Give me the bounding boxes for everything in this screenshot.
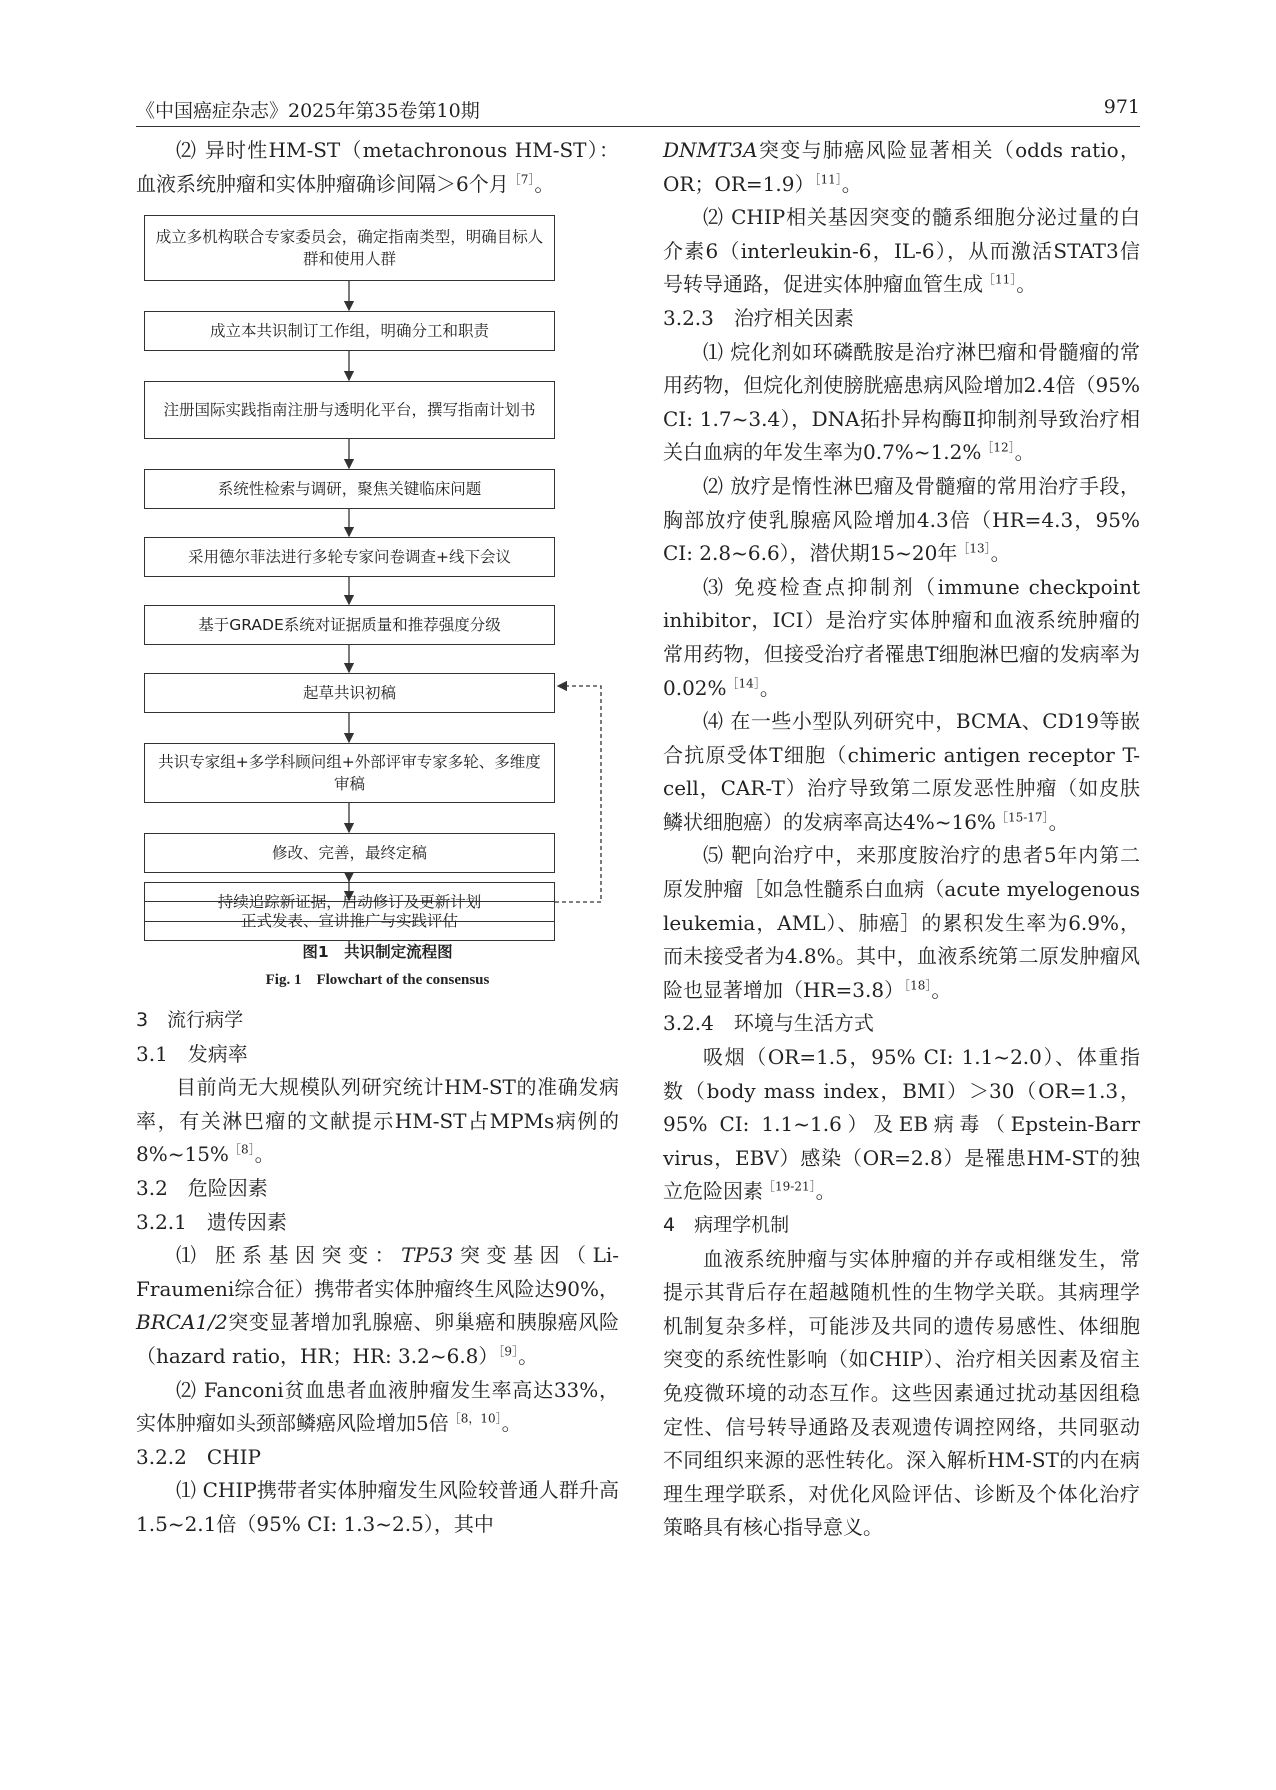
gene-name: DNMT3A <box>663 138 758 162</box>
flow-step-label: 持续追踪新证据，启动修订及更新计划 <box>217 893 482 911</box>
subsection-heading: 3.2 危险因素 <box>136 1175 268 1200</box>
paragraph-radiotherapy <box>663 470 1140 571</box>
flow-step-4 <box>144 469 555 509</box>
paragraph-end: 。 <box>501 1411 522 1436</box>
flow-step-5 <box>144 537 555 577</box>
paragraph-lifestyle <box>663 1041 1140 1209</box>
citation: ［12］ <box>981 440 1015 455</box>
paragraph-end: 。 <box>759 675 780 700</box>
citation: ［18］ <box>904 978 932 993</box>
paragraph-text: ⑸ 靶向治疗中，来那度胺治疗的患者5年内第二原发肿瘤［如急性髓系白血病（acute myelogenous leukemia，AML）、肺癌］的累积发生率为6.9%，而未接受者为4.8%。其中，血液系统第二原发肿瘤风险也显著增加（HR=3.8） <box>663 843 1140 1002</box>
citation: ［13］ <box>957 541 991 556</box>
flow-step-label: 采用德尔菲法进行多轮专家问卷调查+线下会议 <box>188 548 511 567</box>
gene-name: TP53 <box>401 1243 454 1268</box>
paragraph-text: ⑴ 烷化剂如环磷酰胺是治疗淋巴瘤和骨髓瘤的常用药物，但烷化剂使膀胱癌患病风险增加2.4倍（95% CI: 1.7~3.4），DNA拓扑异构酶Ⅱ抑制剂导致治疗相关白血病的年发生率为0.7%~1.2% <box>663 339 1140 465</box>
paragraph-text: ⑶ 免疫检查点抑制剂（immune checkpoint inhibitor，ICI）是治疗实体肿瘤和血液系统肿瘤的常用药物，但接受治疗者罹患T细胞淋巴瘤的发病率为0.02% <box>663 574 1140 700</box>
citation: ［9］ <box>498 1344 519 1359</box>
paragraph-text: ⑵ 异时性HM-ST（metachronous HM-ST）：血液系统肿瘤和实体肿瘤确诊间隔＞6个月 <box>136 138 619 196</box>
paragraph-car-t <box>663 705 1140 839</box>
flow-step-6 <box>144 605 555 645</box>
paragraph-text: ⑵ CHIP相关基因突变的髓系细胞分泌过量的白介素6（interleukin-6，IL-6），从而激活STAT3信号转导通路，促进实体肿瘤血管生成 <box>663 205 1140 297</box>
paragraph-text: ⑵ 放疗是惰性淋巴瘤及骨髓瘤的常用治疗手段，胸部放疗使乳腺癌风险增加4.3倍（HR=4.3，95% CI: 2.8~6.6），潜伏期15~20年 <box>663 473 1140 566</box>
flow-step-2 <box>144 311 555 351</box>
paragraph-alkylating <box>663 336 1140 470</box>
paragraph-chip-continued <box>663 134 1140 201</box>
flow-step-label: 修改、完善，最终定稿 <box>271 844 427 863</box>
citation: ［8］ <box>228 1142 255 1157</box>
paragraph-end: 。 <box>815 1179 836 1204</box>
flow-step-label: 起草共识初稿 <box>302 684 396 703</box>
flow-step-1 <box>144 215 555 281</box>
paragraph-end: 。 <box>1016 272 1037 297</box>
citation: ［8，10］ <box>448 1411 502 1426</box>
subsubsection-heading: 3.2.2 CHIP <box>136 1444 261 1469</box>
paragraph-end: 。 <box>518 1343 539 1368</box>
figure-caption-cn: 图1 共识制定流程图 <box>302 943 453 961</box>
flow-step-3 <box>144 381 555 439</box>
paragraph-metachronous <box>136 134 619 201</box>
flow-step-9 <box>144 833 555 873</box>
paragraph-ici <box>663 571 1140 705</box>
figure-caption-en: Fig. 1 Flowchart of the consensus <box>265 972 490 988</box>
right-column <box>663 134 1140 1545</box>
left-column-lower <box>136 1004 619 1542</box>
paragraph-text: ⑵ Fanconi贫血患者血液肿瘤发生率高达33%，实体肿瘤如头颈部鳞癌风险增加5倍 <box>136 1377 619 1436</box>
paragraph-end: 。 <box>841 171 862 196</box>
section-heading: 3 流行病学 <box>136 1009 244 1031</box>
paragraph-incidence <box>136 1071 619 1172</box>
paragraph-end: 。 <box>1014 440 1035 465</box>
citation: ［19-21］ <box>763 1179 816 1194</box>
citation: ［15-17］ <box>995 810 1049 825</box>
paragraph-text: 突变与肺癌风险显著相关（odds ratio，OR；OR=1.9） <box>663 138 1140 196</box>
paragraph-il6 <box>663 201 1140 302</box>
paragraph-mechanism: 血液系统肿瘤与实体肿瘤的并存或相继发生，常提示其背后存在超越随机性的生物学关联。其病理学机制复杂多样，可能涉及共同的遗传易感性、体细胞突变的系统性影响（如CHIP）、治疗相关因素及宿主免疫微环境的动态互作。这些因素通过扰动基因组稳定性、信号转导通路及表观遗传调控网络，共同驱动不同组织来源的恶性转化。深入解析HM-ST的内在病理生理学联系，对优化风险评估、诊断及个体化治疗策略具有核心指导意义。 <box>663 1246 1140 1540</box>
paragraph-end: 。 <box>931 977 952 1002</box>
flow-step-label: 成立多机构联合专家委员会，确定指南类型，明确目标人群和使用人群 <box>155 228 544 269</box>
flow-step-11 <box>144 882 555 922</box>
paragraph-end: 。 <box>534 171 555 196</box>
citation: ［14］ <box>726 675 760 690</box>
flow-step-label: 注册国际实践指南注册与透明化平台，撰写指南计划书 <box>163 401 536 420</box>
flow-step-7 <box>144 673 555 713</box>
paragraph-end: 。 <box>990 541 1011 566</box>
subsection-heading: 3.1 发病率 <box>136 1041 248 1066</box>
subsubsection-heading: 3.2.3 治疗相关因素 <box>663 305 854 330</box>
citation: ［11］ <box>983 272 1017 287</box>
flow-step-label: 基于GRADE系统对证据质量和推荐强度分级 <box>198 616 501 635</box>
paragraph-text: 突变显著增加乳腺癌、卵巢癌和胰腺癌风险（hazard ratio，HR；HR: 3.2~6.8） <box>136 1310 619 1368</box>
paragraph-text: 目前尚无大规模队列研究统计HM-ST的准确发病率，有关淋巴瘤的文献提示HM-ST占MPMs病例的8%~15% <box>136 1075 619 1167</box>
left-column <box>136 134 619 947</box>
citation: ［11］ <box>814 171 842 186</box>
gene-name: BRCA1/2 <box>136 1310 228 1335</box>
paragraph-end: 。 <box>1048 809 1069 834</box>
flowchart-figure <box>136 207 619 947</box>
header-rule <box>136 126 1140 127</box>
flow-step-8 <box>144 743 555 803</box>
subsubsection-heading: 3.2.4 环境与生活方式 <box>663 1011 874 1036</box>
flow-step-label: 正式发表、宣讲推广与实践评估 <box>240 912 458 931</box>
paragraph-chip: ⑴ CHIP携带者实体肿瘤发生风险较普通人群升高1.5~2.1倍（95% CI: 1.3~2.5），其中 <box>136 1478 619 1536</box>
paragraph-text: ⑴ 胚系基因突变： <box>176 1243 402 1268</box>
paragraph-text: ⑷ 在一些小型队列研究中，BCMA、CD19等嵌合抗原受体T细胞（chimeric antigen receptor T-cell，CAR-T）治疗导致第二原发恶性肿瘤（如皮肤鳞状细胞癌）的发病率高达4%~16% <box>663 709 1140 834</box>
paragraph-targeted <box>663 839 1140 1007</box>
paragraph-germline <box>136 1239 619 1373</box>
paragraph-text: 吸烟（OR=1.5，95% CI: 1.1~2.0）、体重指数（body mass index，BMI）＞30（OR=1.3，95% CI: 1.1~1.6）及EB病毒（Epstein-Barr virus，EBV）感染（OR=2.8）是罹患HM-ST的独立危险因素 <box>663 1045 1140 1204</box>
citation: ［7］ <box>508 171 535 186</box>
flow-step-label: 共识专家组+多学科顾问组+外部评审专家多轮、多维度审稿 <box>158 753 541 794</box>
flow-step-label: 成立本共识制订工作组，明确分工和职责 <box>209 322 489 341</box>
flow-step-label: 系统性检索与调研，聚焦关键临床问题 <box>217 480 482 499</box>
subsubsection-heading: 3.2.1 遗传因素 <box>136 1209 287 1234</box>
paragraph-fanconi <box>136 1374 619 1441</box>
page-number: 971 <box>1103 96 1140 118</box>
journal-header: 《中国癌症杂志》2025年第35卷第10期 <box>136 100 480 122</box>
section-heading: 4 病理学机制 <box>663 1214 790 1236</box>
paragraph-text: 突变基因（Li-Fraumeni综合征）携带者实体肿瘤终生风险达90%， <box>136 1243 620 1301</box>
paragraph-end: 。 <box>254 1142 275 1167</box>
